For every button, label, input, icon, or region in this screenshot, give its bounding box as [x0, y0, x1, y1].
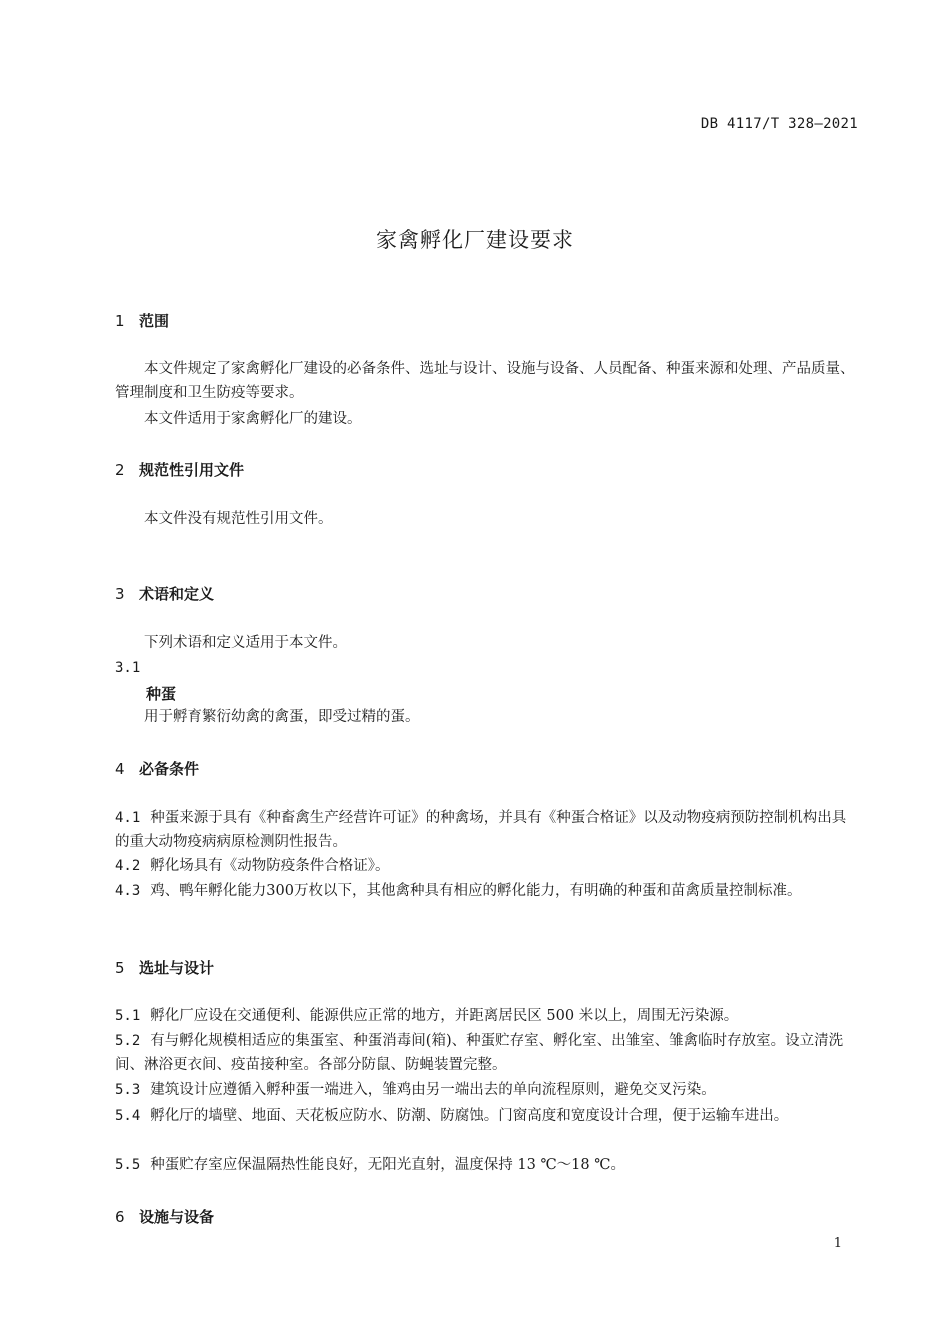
clause-4-1 — [115, 806, 860, 854]
clause-5-2 — [115, 1029, 860, 1077]
clause-number: 4.1 — [115, 810, 141, 826]
clause-number: 4.3 — [115, 883, 141, 899]
clause-text: 建筑设计应遵循入孵种蛋一端进入，雏鸡由另一端出去的单向流程原则，避免交叉污染。 — [150, 1082, 716, 1098]
section-title: 必备条件 — [139, 760, 200, 778]
clause-5-5 — [115, 1153, 860, 1177]
section-title: 规范性引用文件 — [139, 461, 245, 479]
section-title: 设施与设备 — [139, 1208, 215, 1226]
section-6-heading — [115, 1206, 214, 1227]
clause-4-3 — [115, 879, 860, 903]
clause-text: 孵化场具有《动物防疫条件合格证》。 — [150, 858, 390, 874]
section-1-paragraph-2: 本文件适用于家禽孵化厂的建设。 — [144, 411, 362, 427]
clause-number: 5.5 — [115, 1157, 141, 1173]
clause-5-4 — [115, 1104, 860, 1128]
clause-text: 种蛋来源于具有《种畜禽生产经营许可证》的种禽场，并具有《种蛋合格证》以及动物疫病预防控制机构出具的重大动物疫病病原检测阴性报告。 — [115, 810, 847, 850]
clause-text: 鸡、鸭年孵化能力300万枚以下，其他禽种具有相应的孵化能力，有明确的种蛋和苗禽质量控制标准。 — [150, 883, 802, 899]
clause-text: 孵化厂应设在交通便利、能源供应正常的地方，并距离居民区 500 米以上，周围无污染源。 — [150, 1008, 739, 1024]
section-2-paragraph-1: 本文件没有规范性引用文件。 — [144, 511, 333, 527]
clause-4-2 — [115, 854, 860, 878]
section-3-heading — [115, 583, 214, 604]
section-title: 范围 — [139, 312, 170, 330]
clause-5-3 — [115, 1078, 860, 1102]
section-1-heading — [115, 310, 169, 331]
section-5-heading — [115, 957, 214, 978]
section-3-paragraph-1: 下列术语和定义适用于本文件。 — [144, 635, 347, 651]
section-number: 1 — [115, 312, 125, 330]
document-title: 家禽孵化厂建设要求 — [376, 228, 574, 252]
term-number: 3.1 — [115, 660, 141, 676]
term-name: 种蛋 — [146, 685, 177, 703]
clause-5-1 — [115, 1004, 860, 1028]
section-number: 5 — [115, 959, 125, 977]
clause-number: 5.2 — [115, 1033, 141, 1049]
clause-text: 种蛋贮存室应保温隔热性能良好，无阳光直射，温度保持 13 ℃～18 ℃。 — [150, 1157, 625, 1173]
standard-code: DB 4117/T 328—2021 — [700, 116, 858, 132]
section-number: 2 — [115, 461, 125, 479]
clause-number: 5.1 — [115, 1008, 141, 1024]
clause-text: 孵化厅的墙壁、地面、天花板应防水、防潮、防腐蚀。门窗高度和宽度设计合理，便于运输车进出。 — [150, 1108, 789, 1124]
section-number: 3 — [115, 585, 125, 603]
clause-number: 5.3 — [115, 1082, 141, 1098]
section-1-paragraph-1: 本文件规定了家禽孵化厂建设的必备条件、选址与设计、设施与设备、人员配备、种蛋来源和处理、产品质量、管理制度和卫生防疫等要求。 — [115, 361, 855, 401]
section-4-heading — [115, 758, 199, 779]
section-title: 术语和定义 — [139, 585, 215, 603]
section-2-heading — [115, 459, 244, 480]
page-number: 1 — [833, 1236, 842, 1251]
section-title: 选址与设计 — [139, 959, 215, 977]
clause-text: 有与孵化规模相适应的集蛋室、种蛋消毒间(箱)、种蛋贮存室、孵化室、出雏室、雏禽临时存放室。设立清洗间、淋浴更衣间、疫苗接种室。各部分防鼠、防蝇装置完整。 — [115, 1033, 844, 1073]
clause-number: 5.4 — [115, 1108, 141, 1124]
section-number: 4 — [115, 760, 125, 778]
term-definition: 用于孵育繁衍幼禽的禽蛋，即受过精的蛋。 — [144, 709, 420, 725]
section-number: 6 — [115, 1208, 125, 1226]
clause-number: 4.2 — [115, 858, 141, 874]
